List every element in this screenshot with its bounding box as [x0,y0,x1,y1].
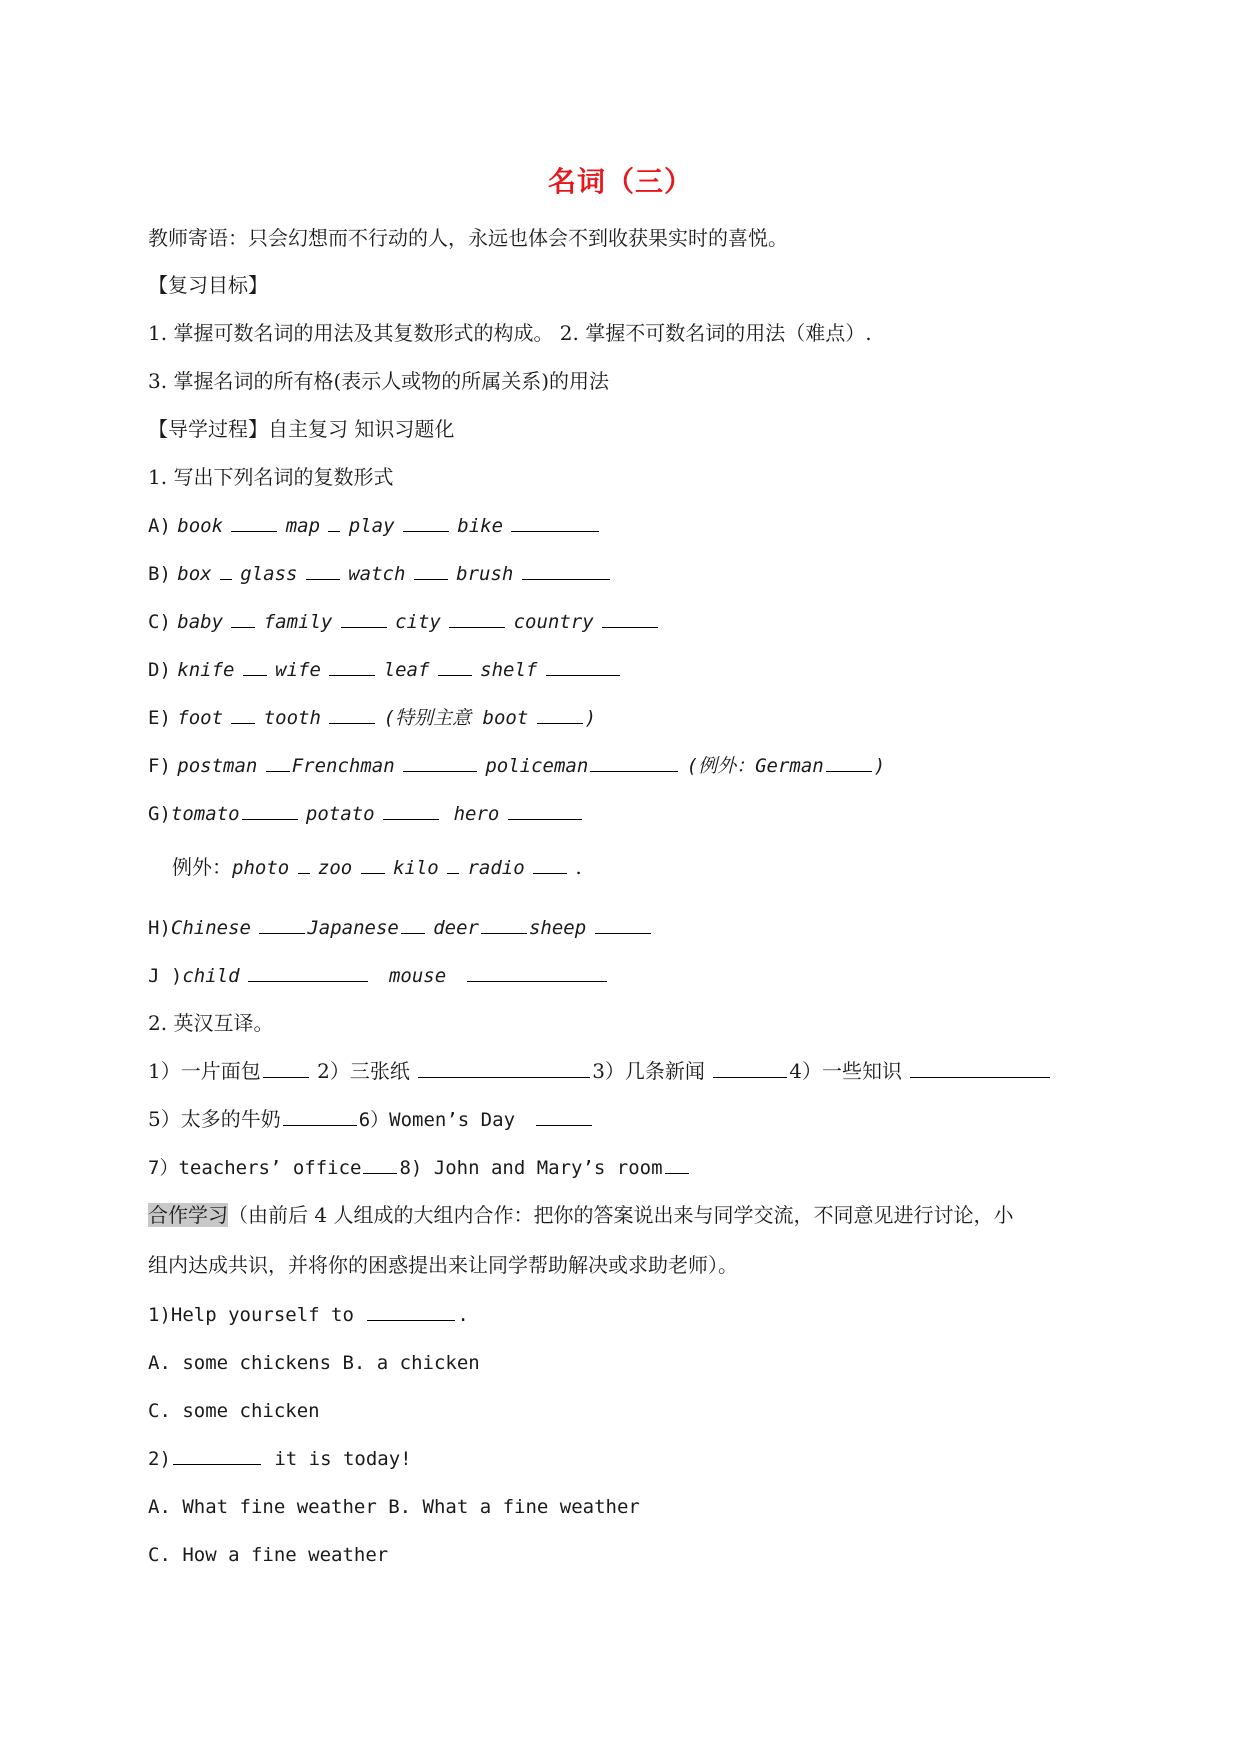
word: child [182,965,240,987]
coop-line-2: 组内达成共识，并将你的困惑提出来让同学帮助解决或求助老师）。 [148,1253,738,1277]
word: photo [232,857,290,879]
mc-q1-option-c[interactable]: C. some chicken [148,1400,320,1422]
answer-blank[interactable] [231,705,255,724]
word: baby [177,611,224,633]
answer-blank[interactable] [533,855,567,874]
word: postman [177,755,258,777]
answer-blank[interactable] [522,561,610,580]
row-label: E) [148,707,171,729]
translation-item: 1）一片面包 [148,1059,261,1083]
translation-item: 4）一些知识 [789,1059,903,1083]
word: deer [433,917,479,939]
note-exception: (例外：German [686,755,824,777]
mc-question-1 [148,1300,1108,1330]
exceptions-label: 例外： [172,855,232,879]
word: glass [240,563,298,585]
answer-blank[interactable] [403,513,449,532]
period: . [457,1304,469,1326]
answer-blank[interactable] [467,963,607,982]
word: tomato [170,803,240,825]
plural-row-g [148,798,1108,829]
word: foot [177,707,224,729]
word: Japanese [307,917,399,939]
answer-blank[interactable] [403,753,477,772]
answer-blank[interactable] [401,915,425,934]
answer-blank[interactable] [537,705,583,724]
close-paren: ) [873,755,886,777]
answer-blank[interactable] [263,1059,309,1078]
coop-text: （由前后 4 人组成的大组内合作：把你的答案说出来与同学交流，不同意见进行讨论，小 [228,1203,1014,1227]
translation-item: 7）teachers’ office [148,1157,362,1179]
word: watch [348,563,406,585]
translation-item: 3）几条新闻 [592,1059,705,1083]
plural-row-j [148,960,1108,991]
close-paren: ) [584,707,597,729]
word: kilo [392,857,439,879]
word: brush [456,563,514,585]
word: book [177,515,224,537]
word: Chinese [170,917,251,939]
word: mouse [388,965,447,987]
answer-blank[interactable] [481,915,527,934]
note-special: (特别主意 boot [383,707,529,729]
answer-blank[interactable] [418,1059,590,1078]
goal-line-2: 3. 掌握名词的所有格(表示人或物的所属关系)的用法 [148,369,610,393]
word: potato [305,803,375,825]
row-label: A) [148,515,171,537]
answer-blank[interactable] [546,657,620,676]
word: play [348,515,395,537]
answer-blank[interactable] [259,915,305,934]
row-label: G) [148,803,171,825]
translation-item: 5）太多的牛奶 [148,1107,281,1131]
word: policeman [485,755,589,777]
plural-row-e [148,702,1108,733]
mc-q2-options-ab[interactable]: A. What fine weather B. What a fine weather [148,1496,640,1518]
goal-line-1: 1. 掌握可数名词的用法及其复数形式的构成。 2. 掌握不可数名词的用法（难点）. [148,321,872,345]
row-label: J ) [148,965,183,987]
answer-blank[interactable] [298,855,310,874]
question-1-title: 1. 写出下列名词的复数形式 [148,465,394,489]
plural-row-a [148,510,1108,541]
answer-blank[interactable] [231,513,277,532]
word: radio [467,857,525,879]
answer-blank[interactable] [243,657,267,676]
answer-blank[interactable] [590,753,678,772]
word: city [395,611,441,633]
answer-blank[interactable] [231,609,255,628]
plural-row-h [148,912,1108,943]
word: shelf [480,659,538,681]
answer-blank[interactable] [383,801,439,820]
mc-q1-options-ab[interactable]: A. some chickens B. a chicken [148,1352,480,1374]
translation-item: 6）Women’s Day [358,1109,516,1131]
answer-blank[interactable] [508,801,582,820]
mc-q2-option-c[interactable]: C. How a fine weather [148,1544,389,1566]
row-label: D) [148,659,171,681]
process-header: 【导学过程】自主复习 知识习题化 [148,417,455,441]
row-label: F) [148,755,171,777]
answer-blank[interactable] [283,1107,357,1126]
answer-blank[interactable] [363,1155,397,1174]
period: . [575,855,582,879]
answer-blank[interactable] [173,1446,261,1465]
plural-row-f [148,750,1108,781]
answer-blank[interactable] [536,1107,592,1126]
review-goals-header: 【复习目标】 [148,273,268,297]
answer-blank[interactable] [595,915,651,934]
question-number: 2) [148,1448,171,1470]
translation-item: 2）三张纸 [317,1059,410,1083]
answer-blank[interactable] [367,1302,455,1321]
exceptions-row [172,852,1132,883]
answer-blank[interactable] [826,753,872,772]
plural-row-b [148,558,1108,589]
answer-blank[interactable] [665,1155,689,1174]
teacher-motto: 教师寄语：只会幻想而不行动的人，永远也体会不到收获果实时的喜悦。 [148,226,788,250]
answer-blank[interactable] [306,561,340,580]
answer-blank[interactable] [602,609,658,628]
answer-blank[interactable] [328,513,340,532]
plural-row-c [148,606,1108,637]
word: Frenchman [291,755,395,777]
word: bike [457,515,504,537]
answer-blank[interactable] [248,963,368,982]
word: leaf [383,659,430,681]
answer-blank[interactable] [242,801,298,820]
word: tooth [263,707,321,729]
word: family [263,611,333,633]
answer-blank[interactable] [447,855,459,874]
row-label: B) [148,563,171,585]
word: knife [177,659,235,681]
answer-blank[interactable] [910,1059,1050,1078]
word: box [177,563,212,585]
row-label: H) [148,917,171,939]
answer-blank[interactable] [220,561,232,580]
question-text: 1)Help yourself to [148,1304,354,1326]
answer-blank[interactable] [449,609,505,628]
word: country [513,611,594,633]
answer-blank[interactable] [361,855,385,874]
row-label: C) [148,611,171,633]
page-title: 名词（三） [547,165,693,198]
coop-line-1 [148,1200,1108,1230]
mc-question-2 [148,1444,1108,1474]
answer-blank[interactable] [329,657,375,676]
answer-blank[interactable] [511,513,599,532]
answer-blank[interactable] [341,609,387,628]
answer-blank[interactable] [414,561,448,580]
plural-row-d [148,654,1108,685]
word: map [285,515,321,537]
translation-row-2 [148,1104,1108,1135]
word: hero [453,803,500,825]
question-2-title: 2. 英汉互译。 [148,1011,274,1035]
question-text: it is today! [262,1448,412,1470]
word: wife [275,659,321,681]
word: zoo [317,857,353,879]
answer-blank[interactable] [266,753,290,772]
translation-row-1 [148,1056,1108,1086]
coop-label: 合作学习 [148,1203,228,1227]
answer-blank[interactable] [329,705,375,724]
translation-row-3 [148,1152,1108,1183]
answer-blank[interactable] [713,1059,787,1078]
translation-item: 8) John and Mary’s room [399,1157,663,1179]
answer-blank[interactable] [438,657,472,676]
word: sheep [528,917,587,939]
